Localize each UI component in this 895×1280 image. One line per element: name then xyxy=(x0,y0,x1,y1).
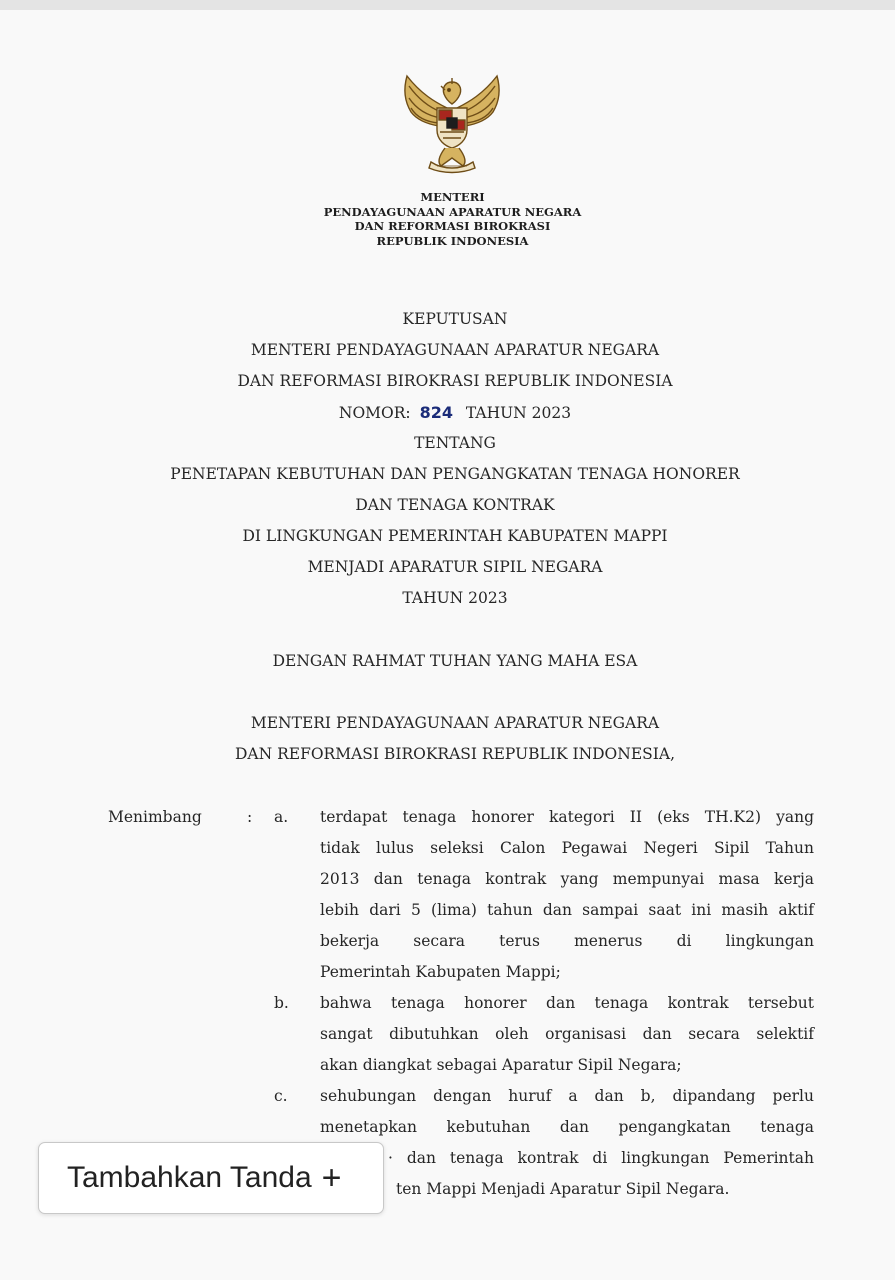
item-line: · dan tenaga kontrak di lingkungan Pemerintah xyxy=(388,1149,814,1167)
menimbang-colon: : xyxy=(247,808,253,826)
item-line: bekerja secara terus menerus di lingkungan xyxy=(320,932,814,950)
decree-title-line: KEPUTUSAN xyxy=(402,310,508,328)
item-line: akan diangkat sebagai Aparatur Sipil Negara; xyxy=(320,1056,682,1074)
item-line: sangat dibutuhkan oleh organisasi dan secara selektif xyxy=(320,1025,814,1043)
document-page xyxy=(0,10,895,1280)
decree-title xyxy=(100,304,810,614)
ministry-line: DAN REFORMASI BIROKRASI xyxy=(354,219,551,233)
nomor-label: NOMOR: xyxy=(338,404,411,422)
decree-subject-line: TAHUN 2023 xyxy=(402,589,508,607)
decree-subject-line: MENJADI APARATUR SIPIL NEGARA xyxy=(307,558,603,576)
ministry-line: REPUBLIK INDONESIA xyxy=(376,233,529,248)
item-letter-b: b. xyxy=(274,994,289,1012)
decree-subject-line: TENTANG xyxy=(414,434,496,452)
item-line: Pemerintah Kabupaten Mappi; xyxy=(320,963,561,981)
minister-line: DAN REFORMASI BIROKRASI REPUBLIK INDONESIA, xyxy=(234,745,676,763)
item-text-b xyxy=(320,988,814,1081)
ministry-line: PENDAYAGUNAAN APARATUR NEGARA xyxy=(323,204,582,219)
viewer-top-bar xyxy=(0,0,895,10)
item-letter-a: a. xyxy=(274,808,289,826)
nomor-year: TAHUN 2023 xyxy=(465,404,572,422)
item-line: terdapat tenaga honorer kategori II (eks TH.K2) yang xyxy=(320,808,814,826)
add-signature-label: Tambahkan Tanda xyxy=(67,1161,312,1194)
ministry-header xyxy=(200,190,705,248)
item-line: sehubungan dengan huruf a dan b, dipandang perlu xyxy=(320,1087,814,1105)
item-line: tidak lulus seleksi Calon Pegawai Negeri Sipil Tahun xyxy=(320,839,814,857)
item-line: ten Mappi Menjadi Aparatur Sipil Negara. xyxy=(396,1180,730,1198)
item-line: 2013 dan tenaga kontrak yang mempunyai masa kerja xyxy=(320,870,814,888)
item-text-a xyxy=(320,802,814,988)
minister-title xyxy=(100,708,810,770)
blessing-line: DENGAN RAHMAT TUHAN YANG MAHA ESA xyxy=(272,652,638,670)
ministry-line: MENTERI xyxy=(420,190,485,204)
menimbang-label: Menimbang xyxy=(108,808,202,826)
decree-subject-line: PENETAPAN KEBUTUHAN DAN PENGANGKATAN TENAGA HONORER xyxy=(170,465,740,483)
plus-icon: + xyxy=(321,1159,342,1197)
item-letter-c: c. xyxy=(274,1087,288,1105)
garuda-emblem xyxy=(395,68,509,180)
item-line: menetapkan kebutuhan dan pengangkatan tenaga xyxy=(320,1118,814,1136)
item-line: bahwa tenaga honorer dan tenaga kontrak tersebut xyxy=(320,994,814,1012)
decree-subject-line: DI LINGKUNGAN PEMERINTAH KABUPATEN MAPPI xyxy=(242,527,668,545)
decree-number-line xyxy=(100,397,810,428)
add-signature-button[interactable] xyxy=(38,1142,384,1214)
decree-subject-line: DAN TENAGA KONTRAK xyxy=(355,496,555,514)
decree-title-line: MENTERI PENDAYAGUNAAN APARATUR NEGARA xyxy=(250,341,660,359)
decree-title-line: DAN REFORMASI BIROKRASI REPUBLIK INDONESIA xyxy=(237,372,673,390)
item-line: lebih dari 5 (lima) tahun dan sampai saat ini masih aktif xyxy=(320,901,814,919)
nomor-number: 824 xyxy=(419,403,453,422)
minister-line: MENTERI PENDAYAGUNAAN APARATUR NEGARA xyxy=(250,714,660,732)
item-text-c xyxy=(320,1081,814,1205)
